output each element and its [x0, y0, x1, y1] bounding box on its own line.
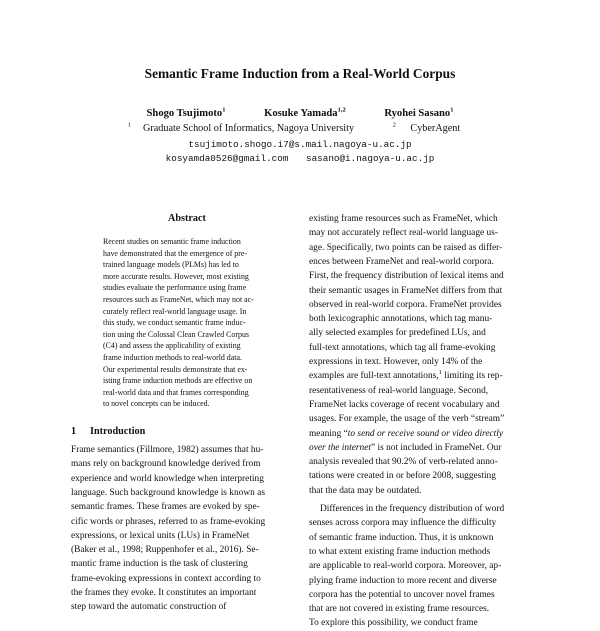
text-line: have demonstrated that the emergence of pre- [103, 248, 248, 258]
text-line: plying frame induction to more recent and diverse [309, 575, 497, 586]
text-line: Our experimental results demonstrate that ex- [103, 364, 248, 374]
text-line: resources such as FrameNet, which may not ac- [103, 295, 254, 304]
text-line: usages. For example, the usage of the verb “stream” [309, 414, 505, 425]
paper-title: Semantic Frame Induction from a Real-World Corpus [144, 66, 456, 81]
author: Ryohei Sasano$^1$ [384, 106, 454, 119]
text-line: mantic frame induction is the task of clustering [71, 559, 248, 570]
text-line: step toward the automatic construction of [71, 602, 227, 613]
text-line: their semantic usages in FrameNet differs from that [309, 285, 503, 296]
text-line: real-world data and that frames corresponding [103, 387, 249, 397]
text-line: curately reflect real-world language usage. In [103, 306, 247, 316]
text-line: resentativeness of real-world language. Second, [309, 385, 489, 396]
text-line: First, the frequency distribution of lexical items and [309, 271, 504, 282]
text-line: age. Specifically, two points can be raised as differ- [309, 242, 503, 253]
text-line: the frames they evoke. It constitutes an important [71, 588, 257, 598]
email: sasano@i.nagoya-u.ac.jp [306, 153, 435, 164]
email-line [0, 139, 600, 150]
text-line: full-text annotations, which tag all frame-evoking [309, 342, 496, 353]
text-line: both lexicographic annotations, which tag manu- [309, 314, 493, 325]
text-line: that the data may be outdated. [309, 485, 422, 496]
text-line: isting frame induction methods are effective on [103, 376, 253, 386]
text-line: analysis revealed that 90.2% of verb-related anno- [309, 457, 498, 468]
text-line: Recent studies on semantic frame induction [103, 237, 241, 246]
text-line: frame-evoking expressions in context according to [71, 573, 261, 584]
text-line: mans rely on background knowledge derived from [71, 459, 261, 470]
author: Shogo Tsujimoto$^1$ [146, 106, 226, 119]
text-line: observed in real-world corpora. FrameNet provides [309, 299, 502, 310]
affiliation: $^1$ Graduate School of Informatics, Nagoya University [127, 121, 355, 134]
text-line: are applicable to real-world corpora. Moreover, ap- [309, 561, 502, 572]
author: Kosuke Yamada$^{1,2}$ [264, 106, 346, 119]
text-line: expressions, or lexical units (LUs) in FrameNet [71, 530, 250, 541]
text-line: tion using the Colossal Clean Crawled Corpus [103, 329, 249, 339]
text-line: expressions in text. However, only 14% of the [309, 357, 483, 367]
text-line: to novel concepts can be induced. [103, 399, 210, 409]
text-line: existing frame resources such as FrameNet, which [309, 214, 498, 224]
text-line: Frame semantics (Fillmore, 1982) assumes that hu- [71, 445, 264, 455]
affiliation: $^2$ CyberAgent [392, 121, 461, 134]
text-line: experience and world knowledge when interpreting [71, 473, 264, 484]
section-heading: 1 Introduction [71, 426, 146, 437]
text-line: ences between FrameNet and real-world corpora. [309, 256, 494, 267]
text-line: that are not covered in existing frame resources. [309, 604, 490, 615]
text-line: may not accurately reflect real-world language us- [309, 228, 498, 239]
email-line [0, 153, 600, 164]
text-line: (Baker et al., 1998; Ruppenhofer et al., 2016). Se- [71, 545, 259, 556]
text-line: more accurate results. However, most existing [103, 271, 249, 281]
text-line: ally selected examples for predefined LUs, and [309, 328, 486, 339]
text-line: of semantic frame induction. Thus, it is unknown [309, 532, 494, 543]
text-line: over the internet” is not included in FrameNet. Our [309, 442, 502, 453]
text-line: tations were created in or before 2008, suggesting [309, 471, 496, 482]
text-line: semantic frames. These frames are evoked by spe- [71, 502, 260, 513]
text-line: to what extent existing frame induction methods [309, 546, 491, 557]
text-line: FrameNet lacks coverage of recent vocabulary and [309, 399, 500, 410]
text-line: To explore this possibility, we conduct frame [309, 618, 478, 629]
text-line: studies evaluate the performance using frame [103, 283, 247, 293]
text-line: trained language models (PLMs) has led to [103, 260, 239, 270]
text-line: language. Such background knowledge is known as [71, 487, 265, 498]
abstract-heading: Abstract [168, 213, 206, 224]
email: kosyamda0526@gmail.com [165, 153, 289, 164]
email: tsujimoto.shogo.i7@s.mail.nagoya-u.ac.jp [188, 139, 412, 150]
text-line: corpora has the potential to uncover novel frames [309, 589, 495, 600]
text-line: senses across corpora may influence the difficulty [309, 518, 497, 529]
text-line: frame induction methods to real-world data. [103, 353, 242, 362]
text-line: Differences in the frequency distribution of word [320, 504, 505, 514]
text-line: this study, we conduct semantic frame induc- [103, 318, 246, 328]
author-list [0, 108, 600, 119]
text-line: meaning “to send or receive sound or video directly [309, 428, 504, 439]
text-line: examples are full-text annotations,$^1$ limiting its rep- [309, 369, 503, 382]
text-line: cific words or phrases, referred to as frame-evoking [71, 516, 266, 527]
text-line: (C4) and assess the applicability of existing [103, 341, 241, 351]
affiliation-list [0, 123, 600, 134]
